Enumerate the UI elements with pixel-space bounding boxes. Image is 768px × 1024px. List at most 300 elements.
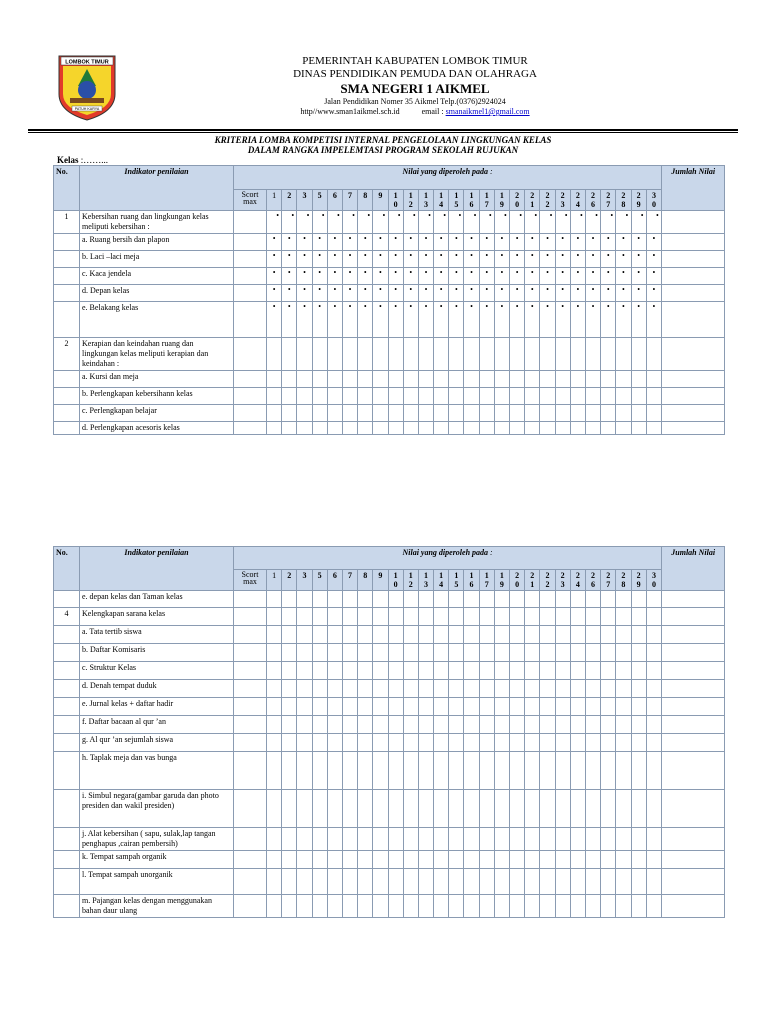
score-cell[interactable]: [601, 388, 616, 405]
score-cell[interactable]: [555, 371, 570, 388]
score-cell[interactable]: [616, 698, 631, 716]
score-cell[interactable]: [555, 422, 570, 435]
score-cell[interactable]: [570, 211, 585, 234]
score-cell[interactable]: [616, 644, 631, 662]
score-cell[interactable]: [510, 405, 525, 422]
score-cell[interactable]: [373, 302, 388, 338]
score-cell[interactable]: [585, 698, 600, 716]
score-cell[interactable]: [494, 211, 509, 234]
score-cell[interactable]: [418, 734, 433, 752]
score-cell[interactable]: [585, 268, 600, 285]
score-cell[interactable]: [418, 662, 433, 680]
score-cell[interactable]: [267, 608, 282, 626]
score-cell[interactable]: [570, 734, 585, 752]
score-cell[interactable]: [388, 422, 403, 435]
score-cell[interactable]: [525, 608, 540, 626]
score-cell[interactable]: [585, 716, 600, 734]
score-cell[interactable]: [327, 405, 342, 422]
score-cell[interactable]: [282, 591, 297, 608]
score-cell[interactable]: [388, 828, 403, 851]
score-cell[interactable]: [525, 680, 540, 698]
score-cell[interactable]: [585, 608, 600, 626]
score-cell[interactable]: [267, 405, 282, 422]
score-cell[interactable]: [494, 285, 509, 302]
score-cell[interactable]: [510, 626, 525, 644]
score-cell[interactable]: [403, 662, 418, 680]
score-cell[interactable]: [555, 716, 570, 734]
score-cell[interactable]: [601, 662, 616, 680]
score-cell[interactable]: [479, 591, 494, 608]
score-cell[interactable]: [312, 251, 327, 268]
score-cell[interactable]: [464, 371, 479, 388]
score-cell[interactable]: [327, 734, 342, 752]
score-cell[interactable]: [234, 662, 267, 680]
score-cell[interactable]: [342, 698, 357, 716]
score-cell[interactable]: [601, 716, 616, 734]
score-cell[interactable]: [373, 268, 388, 285]
jumlah-nilai-cell[interactable]: [662, 680, 725, 698]
score-cell[interactable]: [555, 698, 570, 716]
score-cell[interactable]: [555, 608, 570, 626]
score-cell[interactable]: [342, 591, 357, 608]
score-cell[interactable]: [570, 251, 585, 268]
score-cell[interactable]: [540, 388, 555, 405]
score-cell[interactable]: [631, 734, 646, 752]
score-cell[interactable]: [540, 680, 555, 698]
score-cell[interactable]: [464, 388, 479, 405]
score-cell[interactable]: [570, 790, 585, 828]
score-cell[interactable]: [464, 752, 479, 790]
score-cell[interactable]: [373, 716, 388, 734]
score-cell[interactable]: [510, 338, 525, 371]
score-cell[interactable]: [540, 251, 555, 268]
score-cell[interactable]: [464, 734, 479, 752]
score-cell[interactable]: [616, 680, 631, 698]
score-cell[interactable]: [585, 371, 600, 388]
score-cell[interactable]: [464, 626, 479, 644]
score-cell[interactable]: [434, 790, 449, 828]
score-cell[interactable]: [555, 268, 570, 285]
score-cell[interactable]: [479, 388, 494, 405]
score-cell[interactable]: [631, 851, 646, 869]
score-cell[interactable]: [449, 211, 464, 234]
score-cell[interactable]: [464, 405, 479, 422]
score-cell[interactable]: [601, 626, 616, 644]
score-cell[interactable]: [434, 752, 449, 790]
score-cell[interactable]: [282, 680, 297, 698]
score-cell[interactable]: [388, 608, 403, 626]
score-cell[interactable]: [570, 338, 585, 371]
score-cell[interactable]: [631, 268, 646, 285]
score-cell[interactable]: [585, 662, 600, 680]
score-cell[interactable]: [616, 895, 631, 918]
score-cell[interactable]: [525, 405, 540, 422]
score-cell[interactable]: [388, 851, 403, 869]
jumlah-nilai-cell[interactable]: [662, 234, 725, 251]
score-cell[interactable]: [403, 752, 418, 790]
score-cell[interactable]: [418, 234, 433, 251]
score-cell[interactable]: [494, 251, 509, 268]
score-cell[interactable]: [631, 285, 646, 302]
score-cell[interactable]: [479, 338, 494, 371]
score-cell[interactable]: [373, 734, 388, 752]
score-cell[interactable]: [403, 626, 418, 644]
score-cell[interactable]: [403, 251, 418, 268]
score-cell[interactable]: [570, 752, 585, 790]
score-cell[interactable]: [312, 790, 327, 828]
score-cell[interactable]: [418, 338, 433, 371]
score-cell[interactable]: [631, 422, 646, 435]
score-cell[interactable]: [267, 591, 282, 608]
jumlah-nilai-cell[interactable]: [662, 608, 725, 626]
score-cell[interactable]: [327, 644, 342, 662]
score-cell[interactable]: [358, 405, 373, 422]
score-cell[interactable]: [282, 626, 297, 644]
score-cell[interactable]: [418, 698, 433, 716]
score-cell[interactable]: [570, 662, 585, 680]
score-cell[interactable]: [525, 734, 540, 752]
score-cell[interactable]: [525, 644, 540, 662]
score-cell[interactable]: [342, 680, 357, 698]
score-cell[interactable]: [327, 662, 342, 680]
score-cell[interactable]: [358, 716, 373, 734]
score-cell[interactable]: [585, 422, 600, 435]
score-cell[interactable]: [388, 895, 403, 918]
score-cell[interactable]: [601, 698, 616, 716]
score-cell[interactable]: [631, 234, 646, 251]
score-cell[interactable]: [267, 698, 282, 716]
score-cell[interactable]: [540, 734, 555, 752]
score-cell[interactable]: [646, 790, 662, 828]
score-cell[interactable]: [327, 698, 342, 716]
score-cell[interactable]: [282, 388, 297, 405]
score-cell[interactable]: [479, 716, 494, 734]
score-cell[interactable]: [373, 608, 388, 626]
score-cell[interactable]: [510, 851, 525, 869]
score-cell[interactable]: [555, 752, 570, 790]
score-cell[interactable]: [297, 895, 312, 918]
score-cell[interactable]: [555, 591, 570, 608]
score-cell[interactable]: [570, 608, 585, 626]
score-cell[interactable]: [234, 716, 267, 734]
score-cell[interactable]: [434, 268, 449, 285]
score-cell[interactable]: [479, 626, 494, 644]
score-cell[interactable]: [327, 234, 342, 251]
score-cell[interactable]: [434, 338, 449, 371]
score-cell[interactable]: [525, 752, 540, 790]
score-cell[interactable]: [646, 388, 662, 405]
score-cell[interactable]: [282, 752, 297, 790]
score-cell[interactable]: [631, 698, 646, 716]
kelas-value[interactable]: :……...: [78, 155, 109, 165]
score-cell[interactable]: [631, 302, 646, 338]
jumlah-nilai-cell[interactable]: [662, 251, 725, 268]
score-cell[interactable]: [570, 716, 585, 734]
score-cell[interactable]: [616, 405, 631, 422]
score-cell[interactable]: [373, 234, 388, 251]
score-cell[interactable]: [282, 251, 297, 268]
score-cell[interactable]: [358, 644, 373, 662]
score-cell[interactable]: [434, 591, 449, 608]
score-cell[interactable]: [464, 338, 479, 371]
score-cell[interactable]: [494, 422, 509, 435]
score-cell[interactable]: [449, 405, 464, 422]
score-cell[interactable]: [234, 828, 267, 851]
score-cell[interactable]: [312, 591, 327, 608]
score-cell[interactable]: [631, 591, 646, 608]
score-cell[interactable]: [297, 338, 312, 371]
score-cell[interactable]: [449, 422, 464, 435]
score-cell[interactable]: [267, 626, 282, 644]
score-cell[interactable]: [646, 698, 662, 716]
score-cell[interactable]: [631, 405, 646, 422]
score-cell[interactable]: [570, 234, 585, 251]
score-cell[interactable]: [464, 790, 479, 828]
score-cell[interactable]: [342, 302, 357, 338]
score-cell[interactable]: [494, 752, 509, 790]
score-cell[interactable]: [525, 251, 540, 268]
jumlah-nilai-cell[interactable]: [662, 338, 725, 371]
score-cell[interactable]: [555, 851, 570, 869]
score-cell[interactable]: [616, 734, 631, 752]
score-cell[interactable]: [540, 234, 555, 251]
score-cell[interactable]: [631, 752, 646, 790]
score-cell[interactable]: [570, 371, 585, 388]
score-cell[interactable]: [646, 608, 662, 626]
score-cell[interactable]: [540, 752, 555, 790]
score-cell[interactable]: [327, 790, 342, 828]
score-cell[interactable]: [403, 895, 418, 918]
score-cell[interactable]: [358, 302, 373, 338]
score-cell[interactable]: [601, 644, 616, 662]
score-cell[interactable]: [373, 371, 388, 388]
score-cell[interactable]: [449, 869, 464, 895]
score-cell[interactable]: [434, 828, 449, 851]
score-cell[interactable]: [585, 302, 600, 338]
score-cell[interactable]: [373, 626, 388, 644]
score-cell[interactable]: [479, 680, 494, 698]
score-cell[interactable]: [373, 851, 388, 869]
score-cell[interactable]: [234, 869, 267, 895]
score-cell[interactable]: [494, 828, 509, 851]
score-cell[interactable]: [601, 869, 616, 895]
score-cell[interactable]: [388, 734, 403, 752]
score-cell[interactable]: [234, 388, 267, 405]
score-cell[interactable]: [479, 268, 494, 285]
score-cell[interactable]: [449, 644, 464, 662]
score-cell[interactable]: [570, 591, 585, 608]
score-cell[interactable]: [449, 285, 464, 302]
score-cell[interactable]: [570, 268, 585, 285]
score-cell[interactable]: [525, 828, 540, 851]
score-cell[interactable]: [510, 608, 525, 626]
score-cell[interactable]: [479, 662, 494, 680]
score-cell[interactable]: [525, 851, 540, 869]
score-cell[interactable]: [601, 405, 616, 422]
score-cell[interactable]: [358, 734, 373, 752]
score-cell[interactable]: [616, 608, 631, 626]
score-cell[interactable]: [342, 251, 357, 268]
score-cell[interactable]: [358, 626, 373, 644]
score-cell[interactable]: [449, 734, 464, 752]
score-cell[interactable]: [510, 234, 525, 251]
score-cell[interactable]: [388, 716, 403, 734]
score-cell[interactable]: [570, 422, 585, 435]
score-cell[interactable]: [646, 405, 662, 422]
score-cell[interactable]: [646, 869, 662, 895]
score-cell[interactable]: [267, 716, 282, 734]
score-cell[interactable]: [282, 302, 297, 338]
score-cell[interactable]: [464, 285, 479, 302]
score-cell[interactable]: [327, 752, 342, 790]
score-cell[interactable]: [479, 734, 494, 752]
score-cell[interactable]: [327, 388, 342, 405]
score-cell[interactable]: [312, 371, 327, 388]
score-cell[interactable]: [267, 828, 282, 851]
score-cell[interactable]: [525, 388, 540, 405]
score-cell[interactable]: [388, 662, 403, 680]
jumlah-nilai-cell[interactable]: [662, 211, 725, 234]
score-cell[interactable]: [297, 371, 312, 388]
score-cell[interactable]: [312, 895, 327, 918]
score-cell[interactable]: [327, 680, 342, 698]
score-cell[interactable]: [312, 828, 327, 851]
score-cell[interactable]: [585, 680, 600, 698]
score-cell[interactable]: [418, 211, 433, 234]
score-cell[interactable]: [282, 895, 297, 918]
score-cell[interactable]: [479, 698, 494, 716]
jumlah-nilai-cell[interactable]: [662, 591, 725, 608]
score-cell[interactable]: [540, 851, 555, 869]
score-cell[interactable]: [479, 828, 494, 851]
score-cell[interactable]: [358, 591, 373, 608]
score-cell[interactable]: [616, 662, 631, 680]
score-cell[interactable]: [388, 698, 403, 716]
score-cell[interactable]: [282, 608, 297, 626]
score-cell[interactable]: [570, 680, 585, 698]
score-cell[interactable]: [434, 698, 449, 716]
score-cell[interactable]: [418, 608, 433, 626]
score-cell[interactable]: [342, 734, 357, 752]
score-cell[interactable]: [358, 869, 373, 895]
score-cell[interactable]: [342, 716, 357, 734]
score-cell[interactable]: [494, 591, 509, 608]
score-cell[interactable]: [525, 698, 540, 716]
score-cell[interactable]: [297, 211, 312, 234]
score-cell[interactable]: [449, 790, 464, 828]
score-cell[interactable]: [234, 302, 267, 338]
score-cell[interactable]: [342, 388, 357, 405]
score-cell[interactable]: [494, 234, 509, 251]
score-cell[interactable]: [312, 338, 327, 371]
score-cell[interactable]: [449, 251, 464, 268]
score-cell[interactable]: [616, 869, 631, 895]
score-cell[interactable]: [373, 211, 388, 234]
score-cell[interactable]: [312, 388, 327, 405]
score-cell[interactable]: [297, 828, 312, 851]
score-cell[interactable]: [494, 895, 509, 918]
score-cell[interactable]: [234, 371, 267, 388]
score-cell[interactable]: [297, 608, 312, 626]
score-cell[interactable]: [282, 371, 297, 388]
score-cell[interactable]: [494, 371, 509, 388]
score-cell[interactable]: [585, 895, 600, 918]
score-cell[interactable]: [267, 662, 282, 680]
score-cell[interactable]: [403, 790, 418, 828]
score-cell[interactable]: [403, 608, 418, 626]
score-cell[interactable]: [479, 790, 494, 828]
score-cell[interactable]: [479, 851, 494, 869]
score-cell[interactable]: [327, 338, 342, 371]
score-cell[interactable]: [449, 302, 464, 338]
score-cell[interactable]: [418, 895, 433, 918]
score-cell[interactable]: [479, 371, 494, 388]
score-cell[interactable]: [525, 211, 540, 234]
score-cell[interactable]: [479, 869, 494, 895]
score-cell[interactable]: [585, 234, 600, 251]
score-cell[interactable]: [555, 211, 570, 234]
score-cell[interactable]: [510, 752, 525, 790]
score-cell[interactable]: [601, 851, 616, 869]
score-cell[interactable]: [434, 388, 449, 405]
website-link[interactable]: http//www.sman1aikmel.sch.id: [300, 107, 400, 116]
score-cell[interactable]: [464, 251, 479, 268]
score-cell[interactable]: [464, 234, 479, 251]
score-cell[interactable]: [494, 662, 509, 680]
score-cell[interactable]: [267, 895, 282, 918]
score-cell[interactable]: [434, 716, 449, 734]
score-cell[interactable]: [555, 644, 570, 662]
score-cell[interactable]: [297, 422, 312, 435]
score-cell[interactable]: [570, 626, 585, 644]
score-cell[interactable]: [464, 422, 479, 435]
score-cell[interactable]: [525, 716, 540, 734]
score-cell[interactable]: [464, 591, 479, 608]
score-cell[interactable]: [570, 828, 585, 851]
score-cell[interactable]: [525, 626, 540, 644]
score-cell[interactable]: [297, 388, 312, 405]
score-cell[interactable]: [510, 680, 525, 698]
score-cell[interactable]: [449, 388, 464, 405]
score-cell[interactable]: [342, 790, 357, 828]
score-cell[interactable]: [403, 371, 418, 388]
score-cell[interactable]: [555, 302, 570, 338]
score-cell[interactable]: [418, 302, 433, 338]
score-cell[interactable]: [494, 626, 509, 644]
score-cell[interactable]: [510, 869, 525, 895]
score-cell[interactable]: [494, 608, 509, 626]
score-cell[interactable]: [282, 422, 297, 435]
jumlah-nilai-cell[interactable]: [662, 405, 725, 422]
score-cell[interactable]: [234, 268, 267, 285]
score-cell[interactable]: [373, 251, 388, 268]
score-cell[interactable]: [418, 716, 433, 734]
score-cell[interactable]: [540, 211, 555, 234]
score-cell[interactable]: [525, 285, 540, 302]
score-cell[interactable]: [631, 680, 646, 698]
score-cell[interactable]: [434, 869, 449, 895]
score-cell[interactable]: [616, 338, 631, 371]
score-cell[interactable]: [434, 371, 449, 388]
jumlah-nilai-cell[interactable]: [662, 626, 725, 644]
score-cell[interactable]: [540, 869, 555, 895]
jumlah-nilai-cell[interactable]: [662, 752, 725, 790]
score-cell[interactable]: [234, 338, 267, 371]
score-cell[interactable]: [631, 644, 646, 662]
score-cell[interactable]: [494, 698, 509, 716]
score-cell[interactable]: [312, 869, 327, 895]
score-cell[interactable]: [616, 828, 631, 851]
